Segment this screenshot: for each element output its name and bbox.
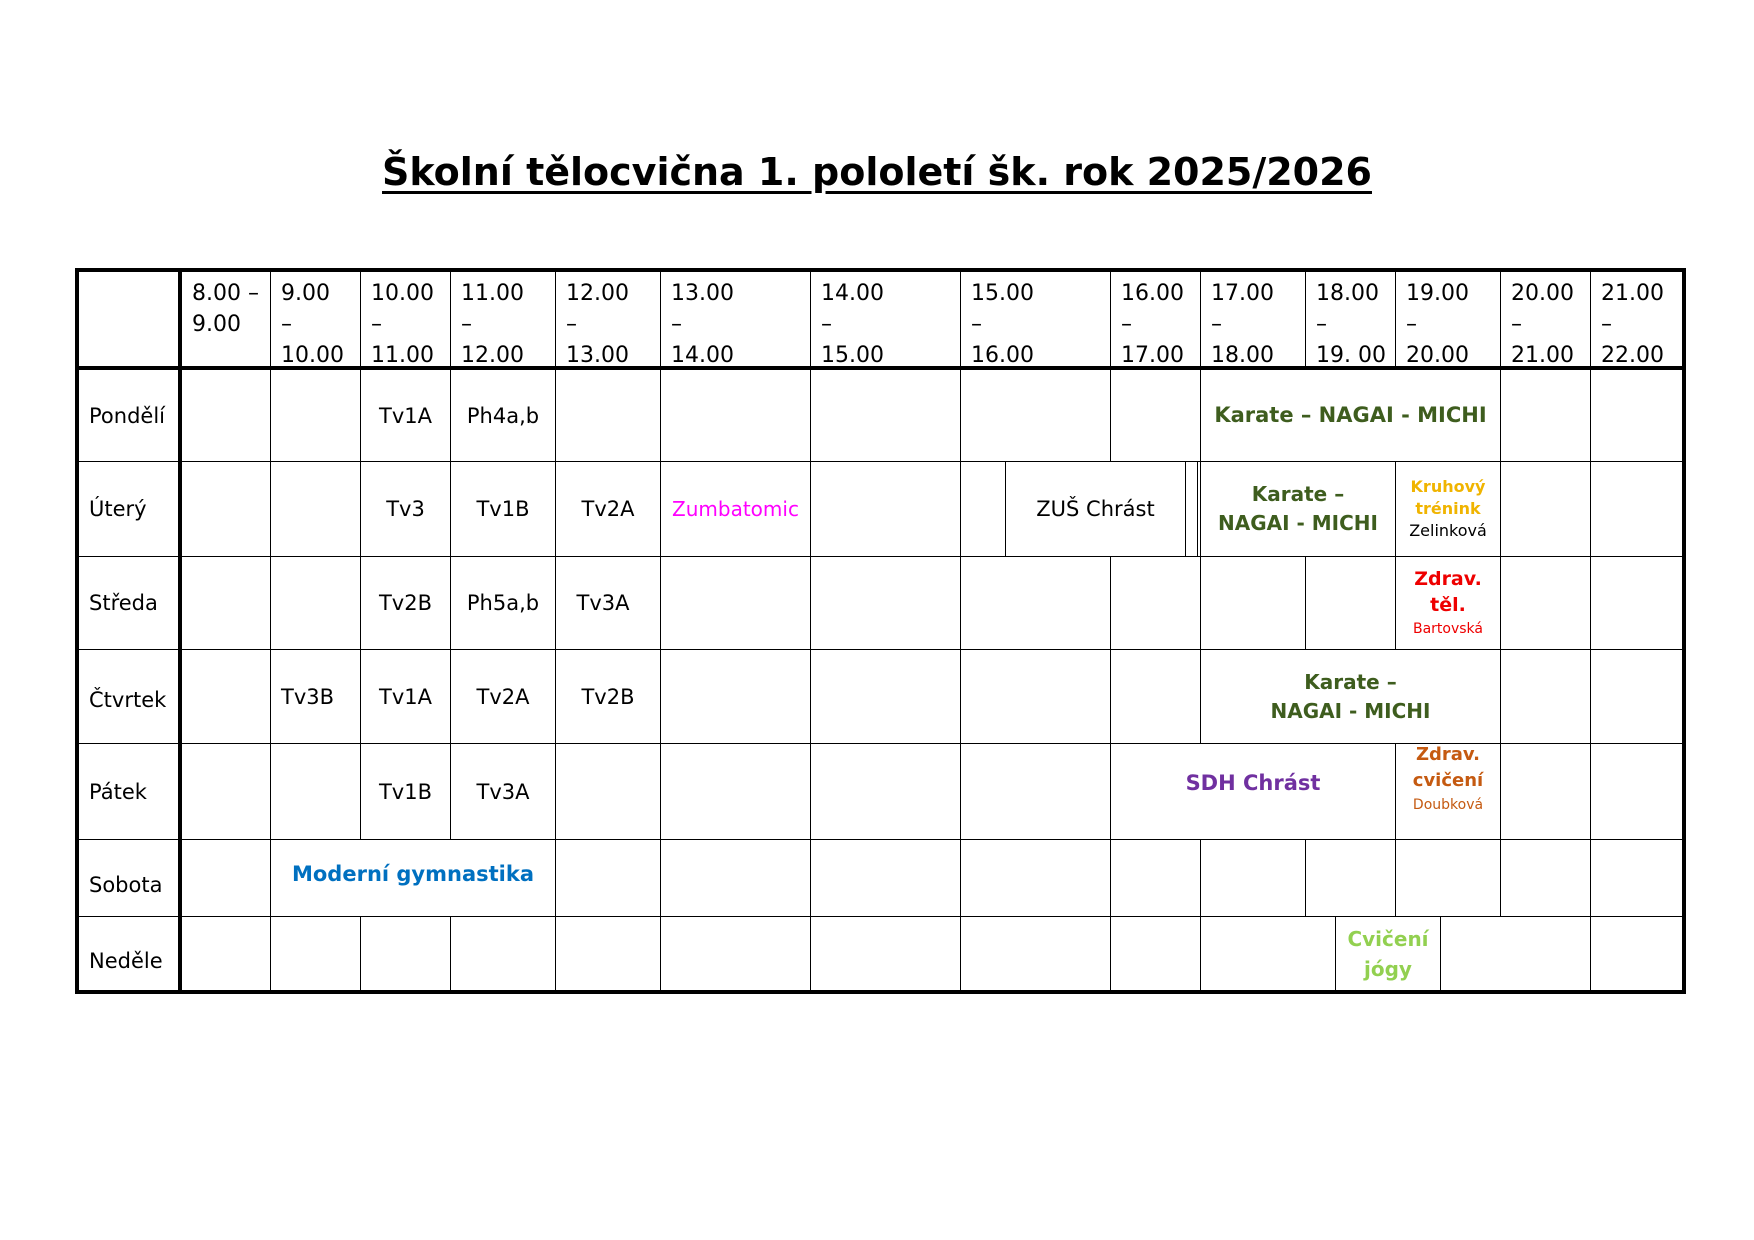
- time-header: 11.00 – 12.00: [461, 281, 524, 368]
- karate-monday: Karate – NAGAI - MICHI: [1214, 403, 1487, 427]
- class-cell: Tv2B: [378, 591, 433, 615]
- karate-tuesday: Karate – NAGAI - MICHI: [1218, 482, 1378, 535]
- day-label: Čtvrtek: [89, 687, 167, 712]
- class-cell: Tv1B: [378, 779, 433, 804]
- class-cell: Tv3B: [281, 684, 335, 709]
- time-header: 10.00 – 11.00: [371, 281, 434, 368]
- time-header: 12.00 – 13.00: [566, 281, 629, 368]
- sdh-chrast: SDH Chrást: [1185, 770, 1321, 795]
- class-cell: Tv1A: [379, 684, 432, 709]
- class-cell: Tv3A: [576, 591, 630, 615]
- day-label: Pondělí: [89, 403, 165, 428]
- class-cell: Tv3: [386, 497, 425, 521]
- day-label: Úterý: [89, 497, 147, 521]
- day-label: Sobota: [89, 873, 163, 897]
- class-cell: Tv2A: [476, 684, 530, 709]
- day-label: Neděle: [89, 948, 163, 973]
- time-header: 14.00 – 15.00: [821, 281, 884, 368]
- time-header: 17.00 – 18.00: [1211, 281, 1274, 368]
- time-header: 21.00 – 22.00: [1601, 281, 1664, 368]
- class-cell: Ph4a,b: [466, 403, 540, 428]
- kruhovy-trenink: Kruhový trénink Zelinková: [1409, 477, 1487, 540]
- time-header: 16.00 – 17.00: [1121, 281, 1184, 368]
- class-cell: Tv1B: [476, 497, 530, 521]
- moderni-gymnastika: Moderní gymnastika: [291, 861, 534, 886]
- time-header: 9.00 – 10.00: [281, 281, 344, 368]
- day-label: Středa: [89, 591, 158, 615]
- class-cell: Ph5a,b: [466, 591, 540, 615]
- zus-chrast: ZUŠ Chrást: [1036, 497, 1155, 521]
- karate-thursday: Karate – NAGAI - MICHI: [1270, 669, 1431, 723]
- cviceni-jogy: Cvičení jógy: [1347, 926, 1429, 981]
- zdrav-tel: Zdrav. těl. Bartovská: [1412, 568, 1483, 637]
- zdrav-cviceni: Zdrav. cvičení Doubková: [1412, 744, 1484, 813]
- zumbatomic: Zumbatomic: [672, 497, 799, 521]
- time-header: 18.00 – 19. 00: [1316, 281, 1386, 368]
- time-header: 20.00 – 21.00: [1511, 281, 1574, 368]
- class-cell: Tv2A: [581, 497, 635, 521]
- day-label: Pátek: [89, 779, 147, 804]
- class-cell: Tv2B: [581, 684, 635, 709]
- time-header: 15.00 – 16.00: [971, 281, 1034, 368]
- class-cell: Tv1A: [379, 403, 432, 428]
- time-header: 13.00 – 14.00: [671, 281, 734, 368]
- time-header: 19.00 – 20.00: [1406, 281, 1469, 368]
- class-cell: Tv3A: [476, 779, 530, 804]
- page-title: Školní tělocvična 1. pololetí šk. rok 2025/2026: [382, 150, 1372, 194]
- time-header: 8.00 – 9.00: [192, 281, 259, 337]
